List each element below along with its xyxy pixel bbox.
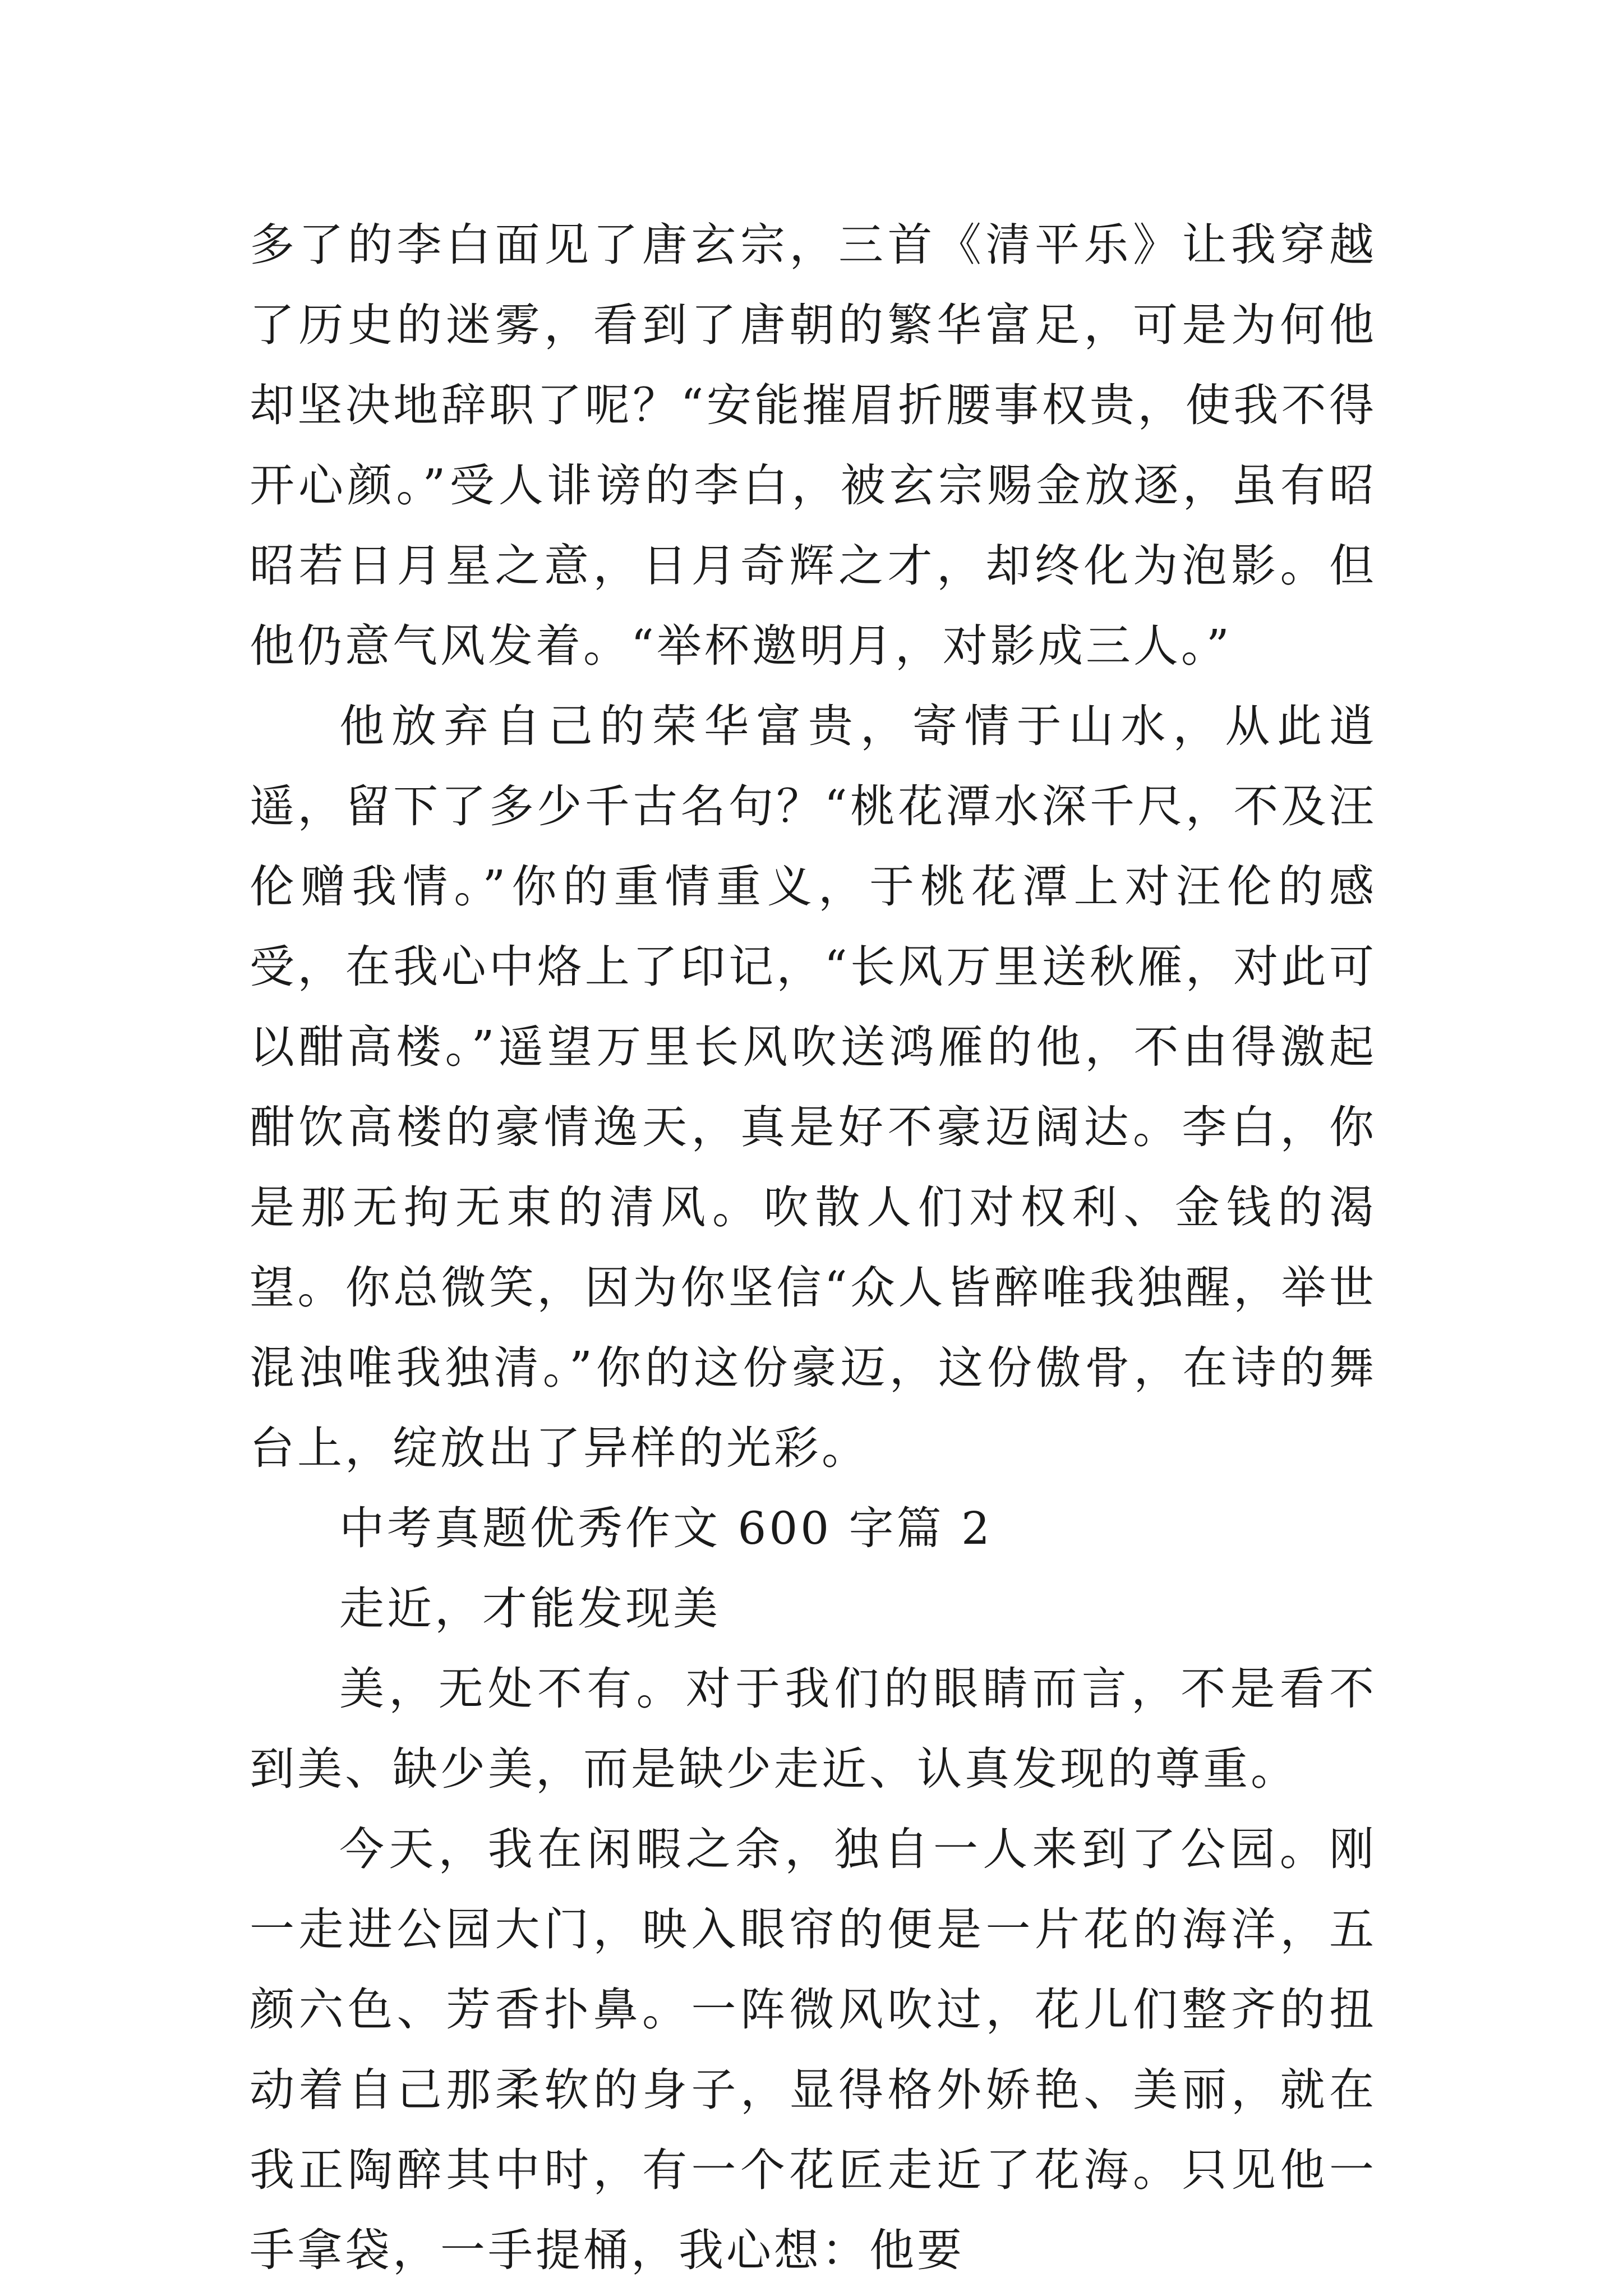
paragraph-park-visit: 今天，我在闲暇之余，独自一人来到了公园。刚一走进公园大门，映入眼帘的便是一片花的海洋，五颜六色、芳香扑鼻。一阵微风吹过，花儿们整齐的扭动着自己那柔软的身子，显得格外娇艳、美丽，就在我正陶醉其中时，有一个花匠走近了花海。只见他一手拿袋，一手提桶，我心想：他要: [250, 1823, 1377, 2276]
paragraph-continuation: 多了的李白面见了唐玄宗，三首《清平乐》让我穿越了历史的迷雾，看到了唐朝的繁华富足，可是为何他却坚决地辞职了呢？“安能摧眉折腰事权贵，使我不得开心颜。”受人诽谤的李白，被玄宗赐金放逐，虽有昭昭若日月星之意，日月奇辉之才，却终化为泡影。但他仍意气风发着。“举杯邀明月，对影成三人。”: [250, 219, 1377, 672]
section-title: 中考真题优秀作文 600 字篇 2: [339, 1502, 993, 1554]
paragraph-li-bai-freedom: 他放弃自己的荣华富贵，寄情于山水，从此逍遥，留下了多少千古名句？“桃花潭水深千尺，不及汪伦赠我情。”你的重情重义，于桃花潭上对汪伦的感受，在我心中烙上了印记，“长风万里送秋雁，对此可以酣高楼。”遥望万里长风吹送鸿雁的他，不由得激起酣饮高楼的豪情逸天，真是好不豪迈阔达。李白，你是那无拘无束的清风。吹散人们对权利、金钱的渴望。你总微笑，因为你坚信“众人皆醉唯我独醒，举世混浊唯我独清。”你的这份豪迈，这份傲骨，在诗的舞台上，绽放出了异样的光彩。: [250, 700, 1377, 1474]
document-body: [250, 205, 1377, 2290]
paragraph-beauty-everywhere: 美，无处不有。对于我们的眼睛而言，不是看不到美、缺少美，而是缺少走近、认真发现的尊重。: [250, 1663, 1377, 1795]
essay-title: 走近，才能发现美: [339, 1582, 721, 1635]
